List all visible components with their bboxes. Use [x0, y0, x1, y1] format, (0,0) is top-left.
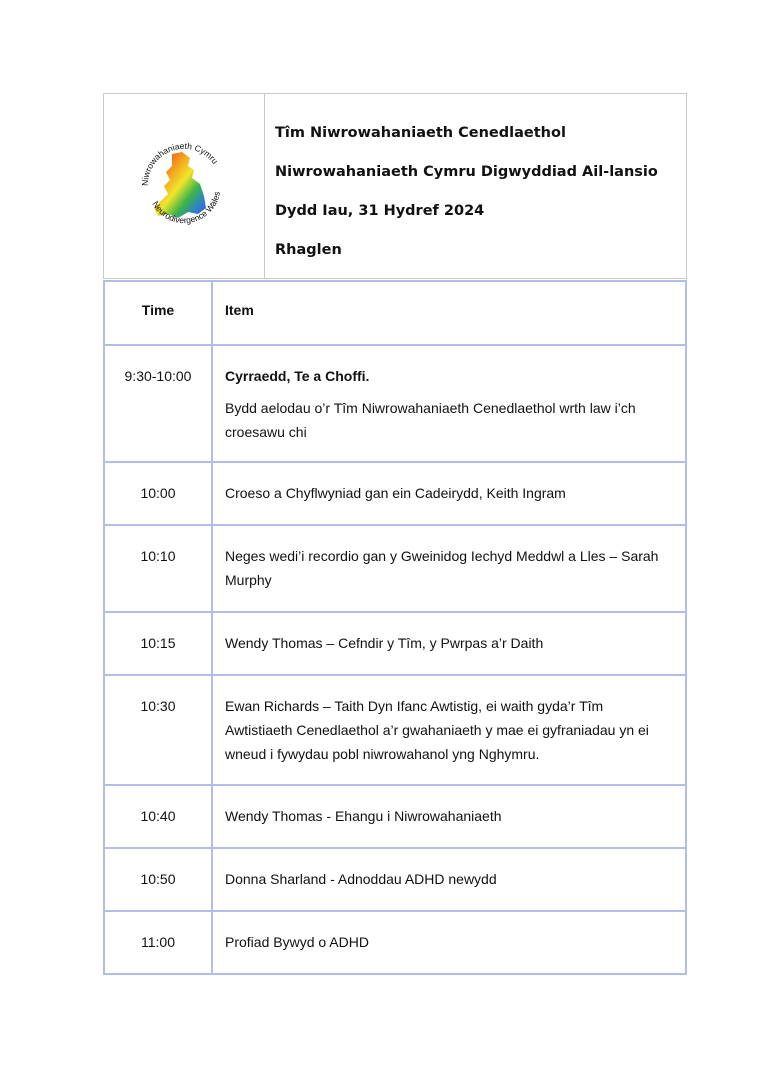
table-row — [104, 525, 686, 612]
row-item-title: Cyrraedd, Te a Choffi. — [225, 368, 370, 384]
event-date: Dydd Iau, 31 Hydref 2024 — [275, 203, 485, 219]
table-row — [104, 612, 686, 675]
row-time: 9:30-10:00 — [104, 345, 212, 462]
row-item-text: Donna Sharland - Adnoddau ADHD newydd — [212, 848, 686, 911]
header-table — [103, 93, 687, 279]
row-time: 10:10 — [104, 525, 212, 612]
row-item-text: Bydd aelodau o’r Tîm Niwrowahaniaeth Cenedlaethol wrth law i’ch croesawu chi — [225, 400, 636, 440]
row-item-text: Wendy Thomas - Ehangu i Niwrowahaniaeth — [212, 785, 686, 848]
table-row — [104, 345, 686, 462]
logo-text-top: Niwrowahaniaeth Cymru — [139, 140, 221, 187]
table-row — [104, 675, 686, 785]
row-time: 10:50 — [104, 848, 212, 911]
neurodivergence-wales-logo — [134, 136, 234, 236]
column-header-time: Time — [104, 281, 212, 345]
table-row — [104, 911, 686, 974]
row-time: 10:00 — [104, 462, 212, 525]
row-time: 10:30 — [104, 675, 212, 785]
logo-text-bottom: Neurodivergence Wales — [150, 190, 222, 226]
title-cell — [265, 94, 658, 278]
row-item — [212, 345, 686, 462]
programme-label: Rhaglen — [275, 242, 342, 258]
column-header-item: Item — [212, 281, 686, 345]
row-item-text: Profiad Bywyd o ADHD — [212, 911, 686, 974]
table-row — [104, 848, 686, 911]
row-item-text: Neges wedi’i recordio gan y Gweinidog Iechyd Meddwl a Lles – Sarah Murphy — [212, 525, 686, 612]
schedule-table — [103, 280, 687, 975]
row-time: 10:15 — [104, 612, 212, 675]
table-row — [104, 785, 686, 848]
event-name: Niwrowahaniaeth Cymru Digwyddiad Ail-lansio — [275, 164, 658, 180]
table-header-row — [104, 281, 686, 345]
row-time: 10:40 — [104, 785, 212, 848]
row-item-text: Wendy Thomas – Cefndir y Tîm, y Pwrpas a’r Daith — [212, 612, 686, 675]
logo-cell — [104, 94, 265, 278]
team-name: Tîm Niwrowahaniaeth Cenedlaethol — [275, 125, 566, 141]
row-time: 11:00 — [104, 911, 212, 974]
row-item-text: Croeso a Chyflwyniad gan ein Cadeirydd, Keith Ingram — [212, 462, 686, 525]
table-row — [104, 462, 686, 525]
row-item-text: Ewan Richards – Taith Dyn Ifanc Awtistig, ei waith gyda’r Tîm Awtistiaeth Cenedlaethol a’r gwahaniaeth y mae ei gyfraniadau yn ei wneud i fywydau pobl niwrowahanol yng Nghymru. — [212, 675, 686, 785]
